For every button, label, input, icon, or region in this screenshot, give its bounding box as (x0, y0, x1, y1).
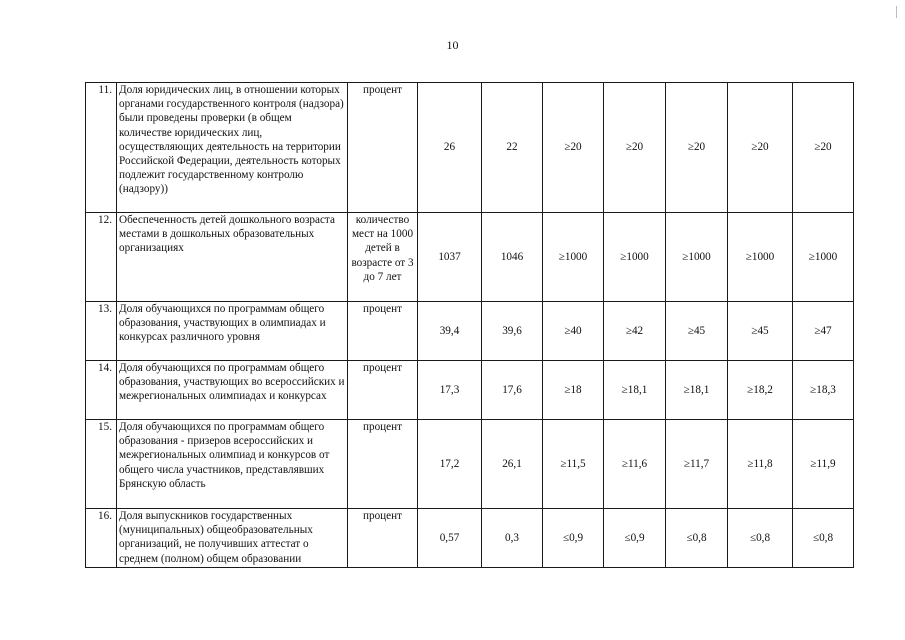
value-cell: ≥18 (543, 361, 604, 420)
value-cell: 1037 (418, 213, 482, 302)
row-number: 11. (86, 83, 117, 213)
table-row (86, 361, 854, 420)
value-cell: 17,6 (482, 361, 543, 420)
value-cell: ≥20 (793, 83, 854, 213)
value-cell: ≥1000 (604, 213, 666, 302)
value-cell: ≥1000 (793, 213, 854, 302)
row-number: 12. (86, 213, 117, 302)
indicator-cell: Доля обучающихся по программам общего образования, участвующих во всероссийских и межрегиональных олимпиадах и конкурсах (117, 361, 348, 420)
value-cell: 0,57 (418, 509, 482, 568)
value-cell: ≤0,8 (793, 509, 854, 568)
value-cell: ≥47 (793, 302, 854, 361)
value-cell: ≤0,9 (604, 509, 666, 568)
indicator-cell: Доля обучающихся по программам общего образования - призеров всероссийских и межрегиональных олимпиад и конкурсов от общего числа участников, представлявших Брянскую область (117, 420, 348, 509)
unit-cell: процент (348, 509, 418, 568)
unit-cell: процент (348, 361, 418, 420)
value-cell: ≥20 (666, 83, 728, 213)
value-cell: 26,1 (482, 420, 543, 509)
table-row (86, 213, 854, 302)
value-cell: ≥1000 (666, 213, 728, 302)
indicator-cell: Доля юридических лиц, в отношении которых органами государственного контроля (надзора) были проведены проверки (в общем количестве юридических лиц, осуществляющих деятельность на территории Российской Федерации, деятельность которых подлежит государственному контролю (надзору)) (117, 83, 348, 213)
value-cell: ≥18,2 (728, 361, 793, 420)
value-cell: 1046 (482, 213, 543, 302)
value-cell: ≥40 (543, 302, 604, 361)
unit-cell: процент (348, 420, 418, 509)
value-cell: 0,3 (482, 509, 543, 568)
value-cell: ≥11,8 (728, 420, 793, 509)
table-row (86, 302, 854, 361)
row-number: 16. (86, 509, 117, 568)
value-cell: ≥20 (604, 83, 666, 213)
scan-edge-mark (896, 6, 897, 18)
value-cell: ≥18,3 (793, 361, 854, 420)
value-cell: ≥11,5 (543, 420, 604, 509)
value-cell: ≥20 (728, 83, 793, 213)
value-cell: ≥11,7 (666, 420, 728, 509)
unit-cell: количество мест на 1000 детей в возрасте от 3 до 7 лет (348, 213, 418, 302)
value-cell: 22 (482, 83, 543, 213)
value-cell: ≤0,9 (543, 509, 604, 568)
row-number: 15. (86, 420, 117, 509)
unit-cell: процент (348, 83, 418, 213)
value-cell: ≥11,6 (604, 420, 666, 509)
table-row (86, 83, 854, 213)
unit-cell: процент (348, 302, 418, 361)
indicator-cell: Доля выпускников государственных (муниципальных) общеобразовательных организаций, не получивших аттестат о среднем (полном) общем образовании (117, 509, 348, 568)
value-cell: ≥45 (728, 302, 793, 361)
value-cell: 39,4 (418, 302, 482, 361)
value-cell: ≥18,1 (666, 361, 728, 420)
row-number: 14. (86, 361, 117, 420)
page-number: 10 (446, 38, 459, 52)
value-cell: ≥11,9 (793, 420, 854, 509)
value-cell: 39,6 (482, 302, 543, 361)
table-row (86, 420, 854, 509)
indicators-table (85, 82, 854, 568)
value-cell: ≥20 (543, 83, 604, 213)
value-cell: ≥1000 (728, 213, 793, 302)
value-cell: ≥1000 (543, 213, 604, 302)
value-cell: 17,3 (418, 361, 482, 420)
indicator-cell: Обеспеченность детей дошкольного возраста местами в дошкольных образовательных организациях (117, 213, 348, 302)
value-cell: 26 (418, 83, 482, 213)
value-cell: ≥45 (666, 302, 728, 361)
indicator-cell: Доля обучающихся по программам общего образования, участвующих в олимпиадах и конкурсах различного уровня (117, 302, 348, 361)
value-cell: ≤0,8 (666, 509, 728, 568)
table-row (86, 509, 854, 568)
value-cell: 17,2 (418, 420, 482, 509)
value-cell: ≤0,8 (728, 509, 793, 568)
value-cell: ≥42 (604, 302, 666, 361)
value-cell: ≥18,1 (604, 361, 666, 420)
row-number: 13. (86, 302, 117, 361)
